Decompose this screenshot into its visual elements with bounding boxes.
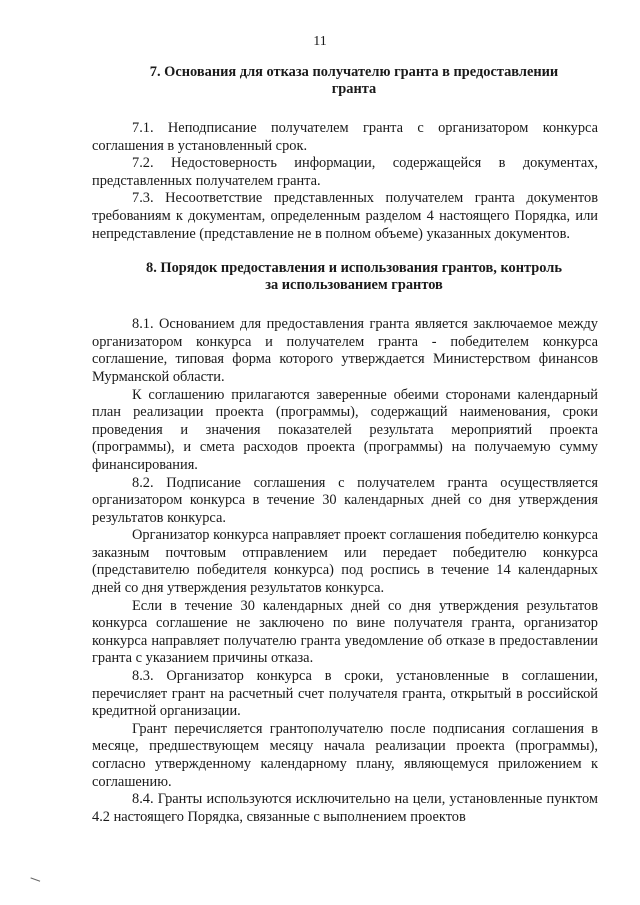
paragraph-7-2: 7.2. Недостоверность информации, содержащейся в документах, представленных получателем гранта. [92,155,598,189]
paragraph-8-4: 8.4. Гранты используются исключительно на цели, установленные пунктом 4.2 настоящего Порядка, связанные с выполнением проектов [92,791,598,825]
section-7 [92,64,598,243]
document-body [92,64,598,826]
paragraph-8-3: 8.3. Организатор конкурса в сроки, установленные в соглашении, перечисляет грант на расчетный счет получателя гранта, открытый в российской кредитной организации. [92,668,598,720]
paragraph-8-1-annex: К соглашению прилагаются заверенные обеими сторонами календарный план реализации проекта (программы), содержащий наименования, сроки проведения и значения показателей результата мероприятий проекта (программы), и смета расходов проекта (программы) на получаемую сумму финансирования. [92,386,598,473]
paragraph-8-3-transfer: Грант перечисляется грантополучателю после подписания соглашения в месяце, предшествующем месяцу начала реализации проекта (программы), согласно утвержденному календарному плану, являющемуся приложением к соглашению. [92,720,598,790]
section-8-heading [92,260,598,294]
paragraph-8-2-refusal: Если в течение 30 календарных дней со дня утверждения результатов конкурса соглашение не заключено по вине получателя гранта, организатор конкурса направляет получателю гранта уведомление об отказе в предоставлении гранта с указанием причины отказа. [92,597,598,667]
paragraph-8-2: 8.2. Подписание соглашения с получателем гранта осуществляется организатором конкурса в течение 30 календарных дней со дня утверждения результатов конкурса. [92,474,598,526]
section-7-heading-line2: гранта [331,81,377,97]
scan-mark [30,877,40,883]
section-7-heading [92,64,598,98]
page-number: 11 [313,34,327,49]
section-7-heading-line1: 7. Основания для отказа получателю гранта в предоставлении [149,64,559,80]
paragraph-7-1: 7.1. Неподписание получателем гранта с организатором конкурса соглашения в установленный срок. [92,120,598,154]
paragraph-7-3: 7.3. Несоответствие представленных получателем гранта документов требованиям к документам, определенным разделом 4 настоящего Порядка, или непредставление (представление не в полном объеме) указанных документов. [92,190,598,242]
section-8 [92,260,598,826]
section-8-heading-line2: за использованием грантов [265,277,443,294]
paragraph-8-2-delivery: Организатор конкурса направляет проект соглашения победителю конкурса заказным почтовым отправлением или передает победителю конкурса (представителю победителя конкурса) под роспись в течение 14 календарных дней со дня утверждения результатов конкурса. [92,527,598,597]
paragraph-8-1: 8.1. Основанием для предоставления гранта является заключаемое между организатором конкурса и получателем гранта - победителем конкурса соглашение, типовая форма которого утверждается Министерством финансов Мурманской области. [92,316,598,385]
section-8-heading-line1: 8. Порядок предоставления и использования грантов, контроль [146,260,562,277]
